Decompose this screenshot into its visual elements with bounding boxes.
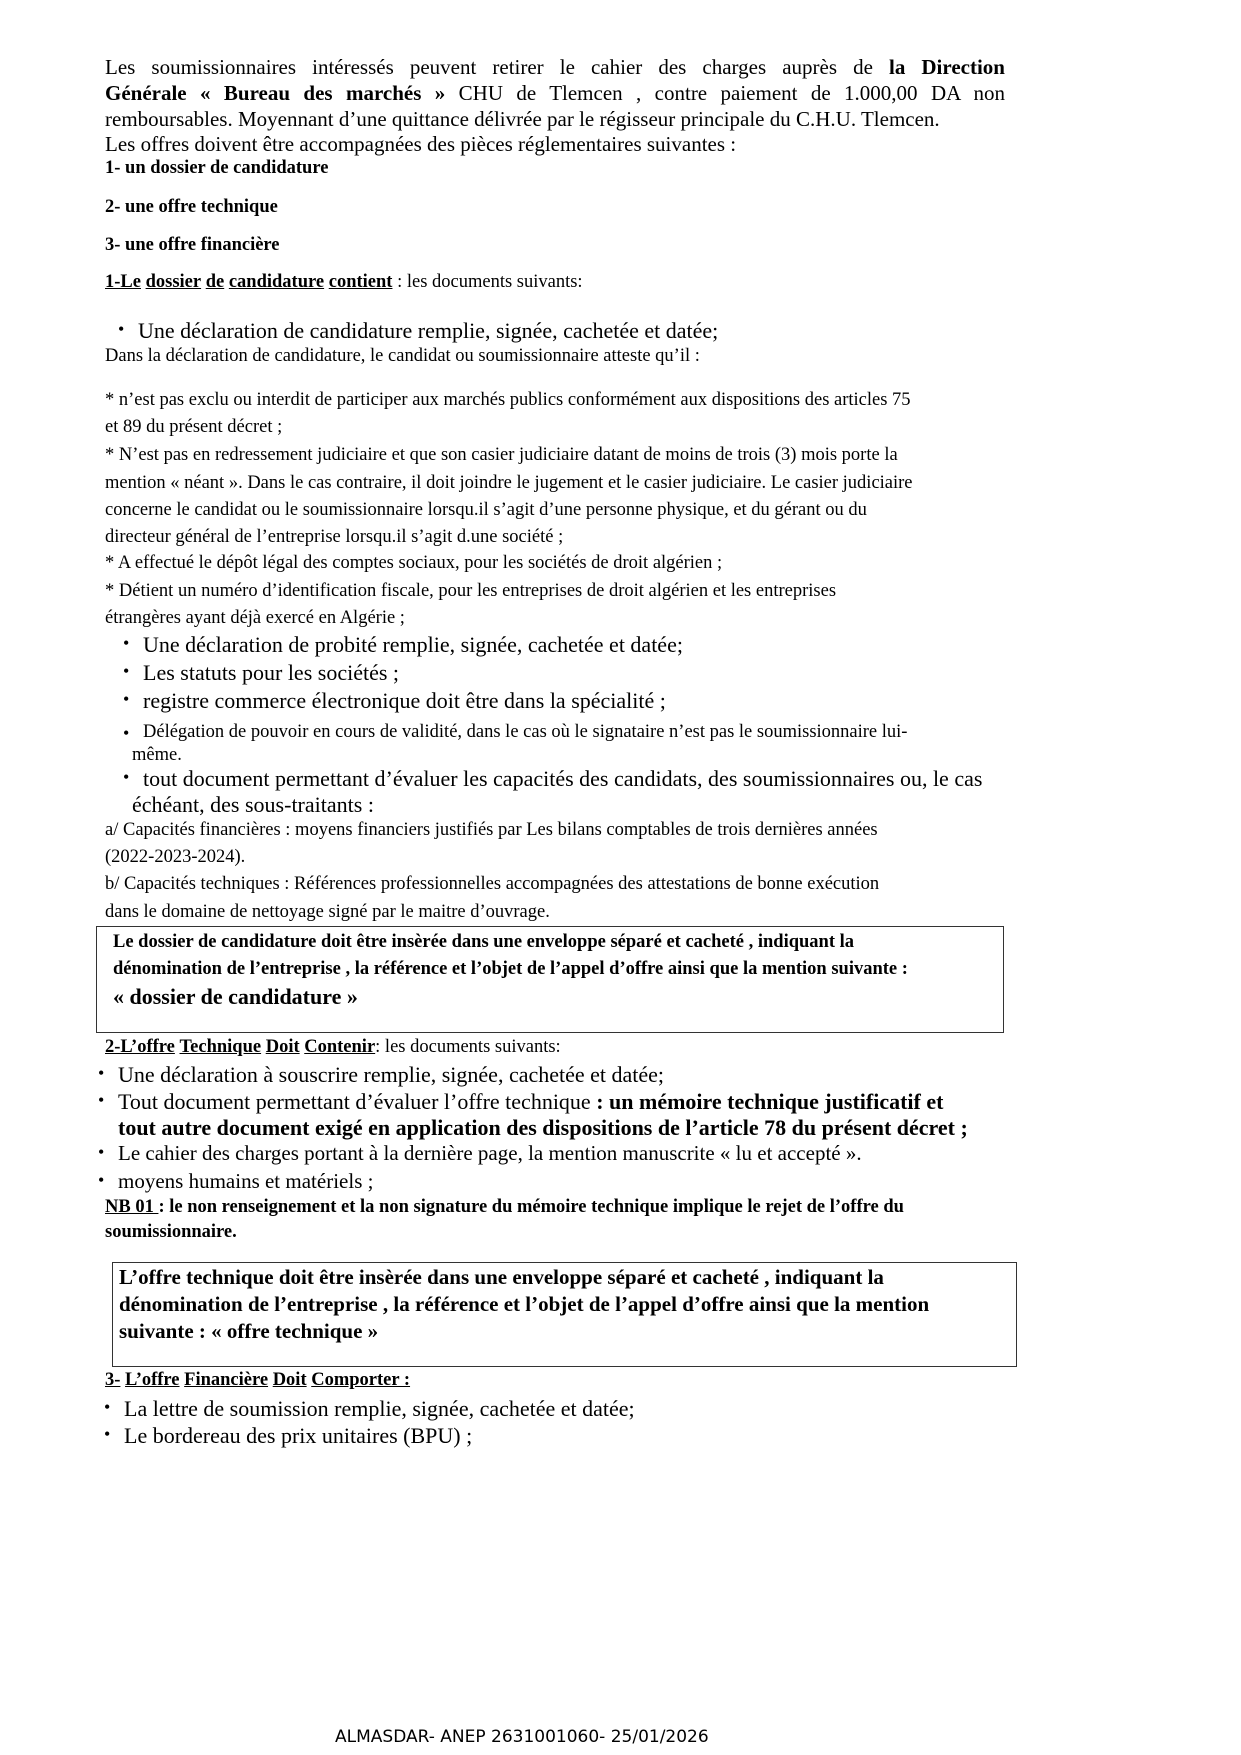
attest-line: * N’est pas en redressement judiciaire et que son casier judiciaire datant de moins de trois (3) mois porte la [105, 445, 898, 465]
bullet-text: Tout document permettant d’évaluer l’offre technique [118, 1089, 597, 1114]
heading-part: Comporter : [311, 1370, 411, 1390]
intro-bold-direction: la Direction [888, 55, 1005, 79]
intro-line-2 [105, 80, 1005, 107]
attest-line: mention « néant ». Dans le cas contraire, il doit joindre le jugement et le casier judiciaire. Le casier judiciaire [105, 473, 913, 493]
dossier-candidature-notice-box [96, 926, 1004, 1033]
heading-part: dossier [145, 272, 202, 292]
attest-line: * n’est pas exclu ou interdit de participer aux marchés publics conformément aux dispositions des articles 75 [105, 390, 911, 410]
bullet-delegation: • Délégation de pouvoir en cours de validité, dans le cas où le signataire n’est pas le soumissionnaire lui- [143, 718, 907, 746]
heading-part: contient [328, 272, 393, 292]
nb-note-line-2: soumissionnaire. [105, 1222, 237, 1242]
box-line: dénomination de l’entreprise , la référence et l’objet de l’appel d’offre ainsi que la mention suivante : [113, 959, 908, 979]
box-line: Le dossier de candidature doit être insèrée dans une enveloppe séparé et cacheté , indiquant la [113, 932, 855, 952]
capacity-line: b/ Capacités techniques : Références professionnelles accompagnées des attestations de bonne exécution [105, 874, 880, 894]
nb-note-line-1 [105, 1193, 904, 1221]
section1-heading [105, 268, 583, 296]
attest-line: * A effectué le dépôt légal des comptes sociaux, pour les sociétés de droit algérien ; [105, 553, 723, 573]
bullet-declaration-souscrire: • Une déclaration à souscrire remplie, signée, cachetée et datée; [118, 1062, 664, 1088]
piece-item-2: 2- une offre technique [105, 197, 278, 217]
bullet-bpu: • Le bordereau des prix unitaires (BPU) ; [124, 1423, 472, 1449]
attest-line: directeur général de l’entreprise lorsqu.il s’agit d.une société ; [105, 527, 564, 547]
heading-part: Technique [179, 1037, 262, 1057]
intro-bold-bureau: Générale « Bureau des marchés » [105, 81, 446, 105]
intro-text: Les soumissionnaires intéressés peuvent retirer le cahier des charges auprès de [105, 55, 889, 79]
capacity-line: dans le domaine de nettoyage signé par le maitre d’ouvrage. [105, 902, 550, 922]
intro-line-1 [105, 54, 1005, 81]
heading-part: candidature [228, 272, 325, 292]
attest-intro: Dans la déclaration de candidature, le candidat ou soumissionnaire atteste qu’il : [105, 346, 700, 366]
bullet-capacites: • tout document permettant d’évaluer les capacités des candidats, des soumissionnaires ou, le cas [143, 766, 982, 792]
bullet-declaration-candidature: • Une déclaration de candidature remplie, signée, cachetée et datée; [138, 318, 718, 344]
intro-line-4: Les offres doivent être accompagnées des pièces réglementaires suivantes : [105, 132, 737, 156]
heading-part: Contenir [304, 1037, 376, 1057]
bullet-probite: • Une déclaration de probité remplie, signée, cachetée et datée; [143, 632, 683, 658]
capacity-line: a/ Capacités financières : moyens financiers justifiés par Les bilans comptables de trois dernières années [105, 820, 878, 840]
heading-part: Doit [272, 1370, 307, 1390]
attest-line: et 89 du présent décret ; [105, 417, 283, 437]
bullet-cahier-charges: • Le cahier des charges portant à la dernière page, la mention manuscrite « lu et accepté ». [118, 1141, 862, 1166]
heading-suffix: : les documents suivants: [392, 272, 583, 292]
box-line: dénomination de l’entreprise , la référence et l’objet de l’appel d’offre ainsi que la mention [119, 1292, 930, 1316]
bullet-capacites-cont: échéant, des sous-traitants : [132, 792, 374, 817]
heading-part: Doit [265, 1037, 300, 1057]
bullet-memoire-technique [118, 1089, 943, 1115]
section2-heading [105, 1033, 561, 1061]
bullet-memoire-technique-cont: tout autre document exigé en application des dispositions de l’article 78 du présent décret ; [118, 1115, 968, 1140]
heading-part: Financière [184, 1370, 269, 1390]
heading-part: 2-L’offre [105, 1037, 175, 1057]
attest-line: étrangères ayant déjà exercé en Algérie ; [105, 608, 405, 628]
heading-part: 1-Le [105, 272, 141, 292]
bullet-delegation-cont: même. [132, 745, 182, 765]
box-line: L’offre technique doit être insèrée dans une enveloppe séparé et cacheté , indiquant la [119, 1265, 884, 1289]
bullet-lettre-soumission: • La lettre de soumission remplie, signée, cachetée et datée; [124, 1396, 635, 1422]
footer-reference: ALMASDAR- ANEP 2631001060- 25/01/2026 [335, 1727, 709, 1747]
section3-heading [105, 1366, 410, 1394]
bullet-moyens: • moyens humains et matériels ; [118, 1169, 373, 1194]
capacity-line: (2022-2023-2024). [105, 847, 246, 867]
bullet-bold-text: : un mémoire technique justificatif et [596, 1089, 944, 1114]
heading-part: de [205, 272, 225, 292]
piece-item-1: 1- un dossier de candidature [105, 158, 329, 178]
heading-suffix: : les documents suivants: [375, 1037, 561, 1057]
heading-part: 3- [105, 1370, 121, 1390]
nb-label: NB 01 [105, 1197, 159, 1217]
box-line: suivante : « offre technique » [119, 1319, 379, 1343]
bullet-statuts: • Les statuts pour les sociétés ; [143, 660, 399, 686]
nb-text: : le non renseignement et la non signature du mémoire technique implique le rejet de l’offre du [158, 1197, 904, 1217]
intro-line-3: remboursables. Moyennant d’une quittance délivrée par le régisseur principale du C.H.U. Tlemcen. [105, 107, 940, 131]
offre-technique-notice-box [112, 1262, 1017, 1367]
piece-item-3: 3- une offre financière [105, 235, 280, 255]
intro-text: CHU de Tlemcen , contre paiement de 1.000,00 DA non [445, 81, 1005, 105]
bullet-registre: • registre commerce électronique doit être dans la spécialité ; [143, 688, 666, 714]
heading-part: L’offre [125, 1370, 180, 1390]
attest-line: concerne le candidat ou le soumissionnaire lorsqu.il s’agit d’une personne physique, et du gérant ou du [105, 500, 867, 520]
box-mention: « dossier de candidature » [113, 984, 358, 1009]
attest-line: * Détient un numéro d’identification fiscale, pour les entreprises de droit algérien et les entreprises [105, 581, 837, 601]
